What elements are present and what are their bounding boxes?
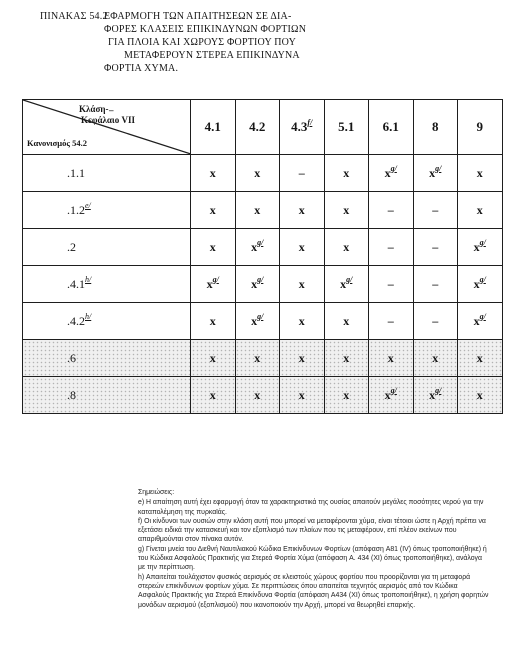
table-cell: x bbox=[191, 340, 236, 377]
table-cell: – bbox=[413, 229, 458, 266]
table-header-row bbox=[23, 100, 503, 155]
footnote-ref: g/ bbox=[435, 385, 442, 395]
table-cell: $x^{g/}$ bbox=[324, 266, 369, 303]
table-cell: x bbox=[458, 155, 503, 192]
table-row bbox=[23, 266, 503, 303]
table-cell: – bbox=[280, 155, 325, 192]
footnote-g: g) Γίνεται μνεία του Διεθνή Ναυτιλιακού Κώδικα Επικίνδυνων Φορτίων (απόφαση A81 (IV) όπως τροποποιήθηκε) ή του Κώδικα Ασφαλούς Πρακτικής για Στερεά Φορτία Χύμα (απόφαση A. 434 (XI) όπως τροποποιήθηκε), ανάλογα με την περίπτωση. bbox=[138, 545, 487, 572]
table-cell: x bbox=[324, 155, 369, 192]
table-title bbox=[104, 10, 334, 75]
table-cell: x bbox=[458, 377, 503, 414]
row-header: $.1.2^{e/}$ bbox=[23, 192, 191, 229]
table-cell: x bbox=[235, 340, 280, 377]
table-cell: x bbox=[458, 340, 503, 377]
footnote-ref: e/ bbox=[85, 200, 91, 210]
table-cell: $x^{g/}$ bbox=[235, 229, 280, 266]
table-cell: x bbox=[280, 229, 325, 266]
table-cell: $x^{g/}$ bbox=[458, 303, 503, 340]
corner-regulation-label: Κανονισμός 54.2 bbox=[27, 138, 87, 148]
table-cell: – bbox=[369, 229, 414, 266]
corner-class-label: Κλάση- bbox=[79, 104, 109, 114]
footnote-f: f) Οι κίνδυνοι των ουσιών στην κλάση αυτή που μπορεί να μεταφέρονται χύμα, είναι τέτοιοι ώστε η Αρχή πρέπει να εξετάσει ειδικά την κατασκευή και τον εξοπλισμό των πλοίων που τις μεταφέρουν, επί πλέον εκείνων που απαριθμούνται στον πίνακα αυτόν. bbox=[138, 517, 486, 544]
row-header: .1.1 bbox=[23, 155, 191, 192]
column-header: 6.1 bbox=[369, 100, 414, 155]
table-cell: x bbox=[280, 340, 325, 377]
column-header: 8 bbox=[413, 100, 458, 155]
footnote-ref: g/ bbox=[346, 274, 353, 284]
column-header: 4.2 bbox=[235, 100, 280, 155]
footnote-ref: h/ bbox=[85, 274, 92, 284]
table-cell: $x^{g/}$ bbox=[458, 229, 503, 266]
table-cell: x bbox=[324, 303, 369, 340]
table-cell: x bbox=[235, 192, 280, 229]
table-row bbox=[23, 303, 503, 340]
table-cell: x bbox=[324, 192, 369, 229]
row-header: .6 bbox=[23, 340, 191, 377]
footnote-ref: g/ bbox=[479, 274, 486, 284]
footnote-h: h) Απαιτείται τουλάχιστον φυσικός αερισμός σε κλειστούς χώρους φορτίου που προορίζονται για τη μεταφορά στερεών επικίνδυνων φορτίων χύμα. Σε περιπτώσεις όπου απαιτείται τεχνητός αερισμός από τον Κώδικα Ασφαλούς Πρακτικής για Στερεά Επικίνδυνα Φορτία (απόφαση A434 (XI) όπως τροποποιήθηκε), η χρήση φορητών μονάδων αερισμού (εξοπλισμού) που ικανοποιούν την Αρχή, μπορεί να θεωρηθεί επαρκής. bbox=[138, 573, 489, 609]
table-cell: x bbox=[324, 340, 369, 377]
table-cell: $x^{g/}$ bbox=[369, 155, 414, 192]
corner-header-cell bbox=[23, 100, 191, 155]
table-cell: x bbox=[324, 377, 369, 414]
requirements-table bbox=[22, 99, 503, 414]
footnote-ref: g/ bbox=[479, 237, 486, 247]
footnote-e: e) Η απαίτηση αυτή έχει εφαρμογή όταν τα χαρακτηριστικά της ουσίας απαιτούν μεγάλες ποσότητες νερού για την καταπολέμηση της πυρκαϊάς. bbox=[138, 499, 484, 516]
table-cell: x bbox=[191, 229, 236, 266]
table-cell: x bbox=[458, 192, 503, 229]
title-line: ΜΕΤΑΦΕΡΟΥΝ ΣΤΕΡΕΑ ΕΠΙΚΙΝΔΥΝΑ bbox=[124, 50, 300, 61]
table-row bbox=[23, 155, 503, 192]
table-cell: – bbox=[413, 192, 458, 229]
table-cell: $x^{g/}$ bbox=[413, 377, 458, 414]
table-cell: x bbox=[280, 192, 325, 229]
table-row bbox=[23, 340, 503, 377]
column-header: 5.1 bbox=[324, 100, 369, 155]
table-cell: x bbox=[280, 377, 325, 414]
row-header: .8 bbox=[23, 377, 191, 414]
table-cell: – bbox=[413, 303, 458, 340]
table-row bbox=[23, 377, 503, 414]
table-cell: x bbox=[191, 155, 236, 192]
row-header: $.4.1^{h/}$ bbox=[23, 266, 191, 303]
table-cell: $x^{g/}$ bbox=[191, 266, 236, 303]
table-cell: x bbox=[280, 266, 325, 303]
table-cell: x bbox=[191, 192, 236, 229]
column-header: 4.1 bbox=[191, 100, 236, 155]
title-line: ΕΦΑΡΜΟΓΗ ΤΩΝ ΑΠΑΙΤΗΣΕΩΝ ΣΕ ΔΙΑ- bbox=[104, 11, 292, 22]
table-cell: x bbox=[235, 377, 280, 414]
table-cell: $x^{g/}$ bbox=[235, 303, 280, 340]
table-cell: x bbox=[369, 340, 414, 377]
footnote-ref: g/ bbox=[390, 163, 397, 173]
footnotes bbox=[138, 488, 490, 610]
notes-title: Σημειώσεις: bbox=[138, 489, 175, 496]
table-cell: – bbox=[413, 266, 458, 303]
table-cell: $x^{g/}$ bbox=[458, 266, 503, 303]
table-cell: x bbox=[280, 303, 325, 340]
table-cell: – bbox=[369, 303, 414, 340]
table-cell: x bbox=[324, 229, 369, 266]
footnote-ref: h/ bbox=[85, 311, 92, 321]
footnote-ref: g/ bbox=[212, 274, 219, 284]
table-cell: x bbox=[191, 303, 236, 340]
table-cell: – bbox=[369, 266, 414, 303]
table-cell: $x^{g/}$ bbox=[235, 266, 280, 303]
table-body bbox=[23, 155, 503, 414]
table-cell: x bbox=[413, 340, 458, 377]
table-cell: – bbox=[369, 192, 414, 229]
table-cell: $x^{g/}$ bbox=[369, 377, 414, 414]
footnote-ref: g/ bbox=[390, 385, 397, 395]
table-row bbox=[23, 192, 503, 229]
table-row bbox=[23, 229, 503, 266]
footnote-ref: g/ bbox=[257, 274, 264, 284]
title-line: ΦΟΡΤΙΑ ΧΥΜΑ. bbox=[104, 63, 179, 74]
footnote-ref: g/ bbox=[435, 163, 442, 173]
column-header: 9 bbox=[458, 100, 503, 155]
title-line: ΦΟΡΕΣ ΚΛΑΣΕΙΣ ΕΠΙΚΙΝΔΥΝΩΝ ΦΟΡΤΙΩΝ bbox=[104, 24, 307, 35]
table-cell: x bbox=[191, 377, 236, 414]
footnote-ref: g/ bbox=[257, 237, 264, 247]
table-cell: x bbox=[235, 155, 280, 192]
footnote-ref: g/ bbox=[257, 311, 264, 321]
corner-dash: – bbox=[109, 105, 114, 115]
column-header: $4.3^{f/}$ bbox=[280, 100, 325, 155]
row-header: $.4.2^{h/}$ bbox=[23, 303, 191, 340]
footnote-ref: g/ bbox=[479, 311, 486, 321]
table-number-label: ΠΙΝΑΚΑΣ 54.2 bbox=[40, 11, 108, 22]
row-header: .2 bbox=[23, 229, 191, 266]
title-line: ΓΙΑ ΠΛΟΙΑ ΚΑΙ ΧΩΡΟΥΣ ΦΟΡΤΙΟΥ ΠΟΥ bbox=[108, 37, 296, 48]
table-cell: $x^{g/}$ bbox=[413, 155, 458, 192]
corner-chapter-label: Κεφάλαιο VII bbox=[81, 115, 135, 125]
footnote-ref: f/ bbox=[307, 118, 313, 127]
